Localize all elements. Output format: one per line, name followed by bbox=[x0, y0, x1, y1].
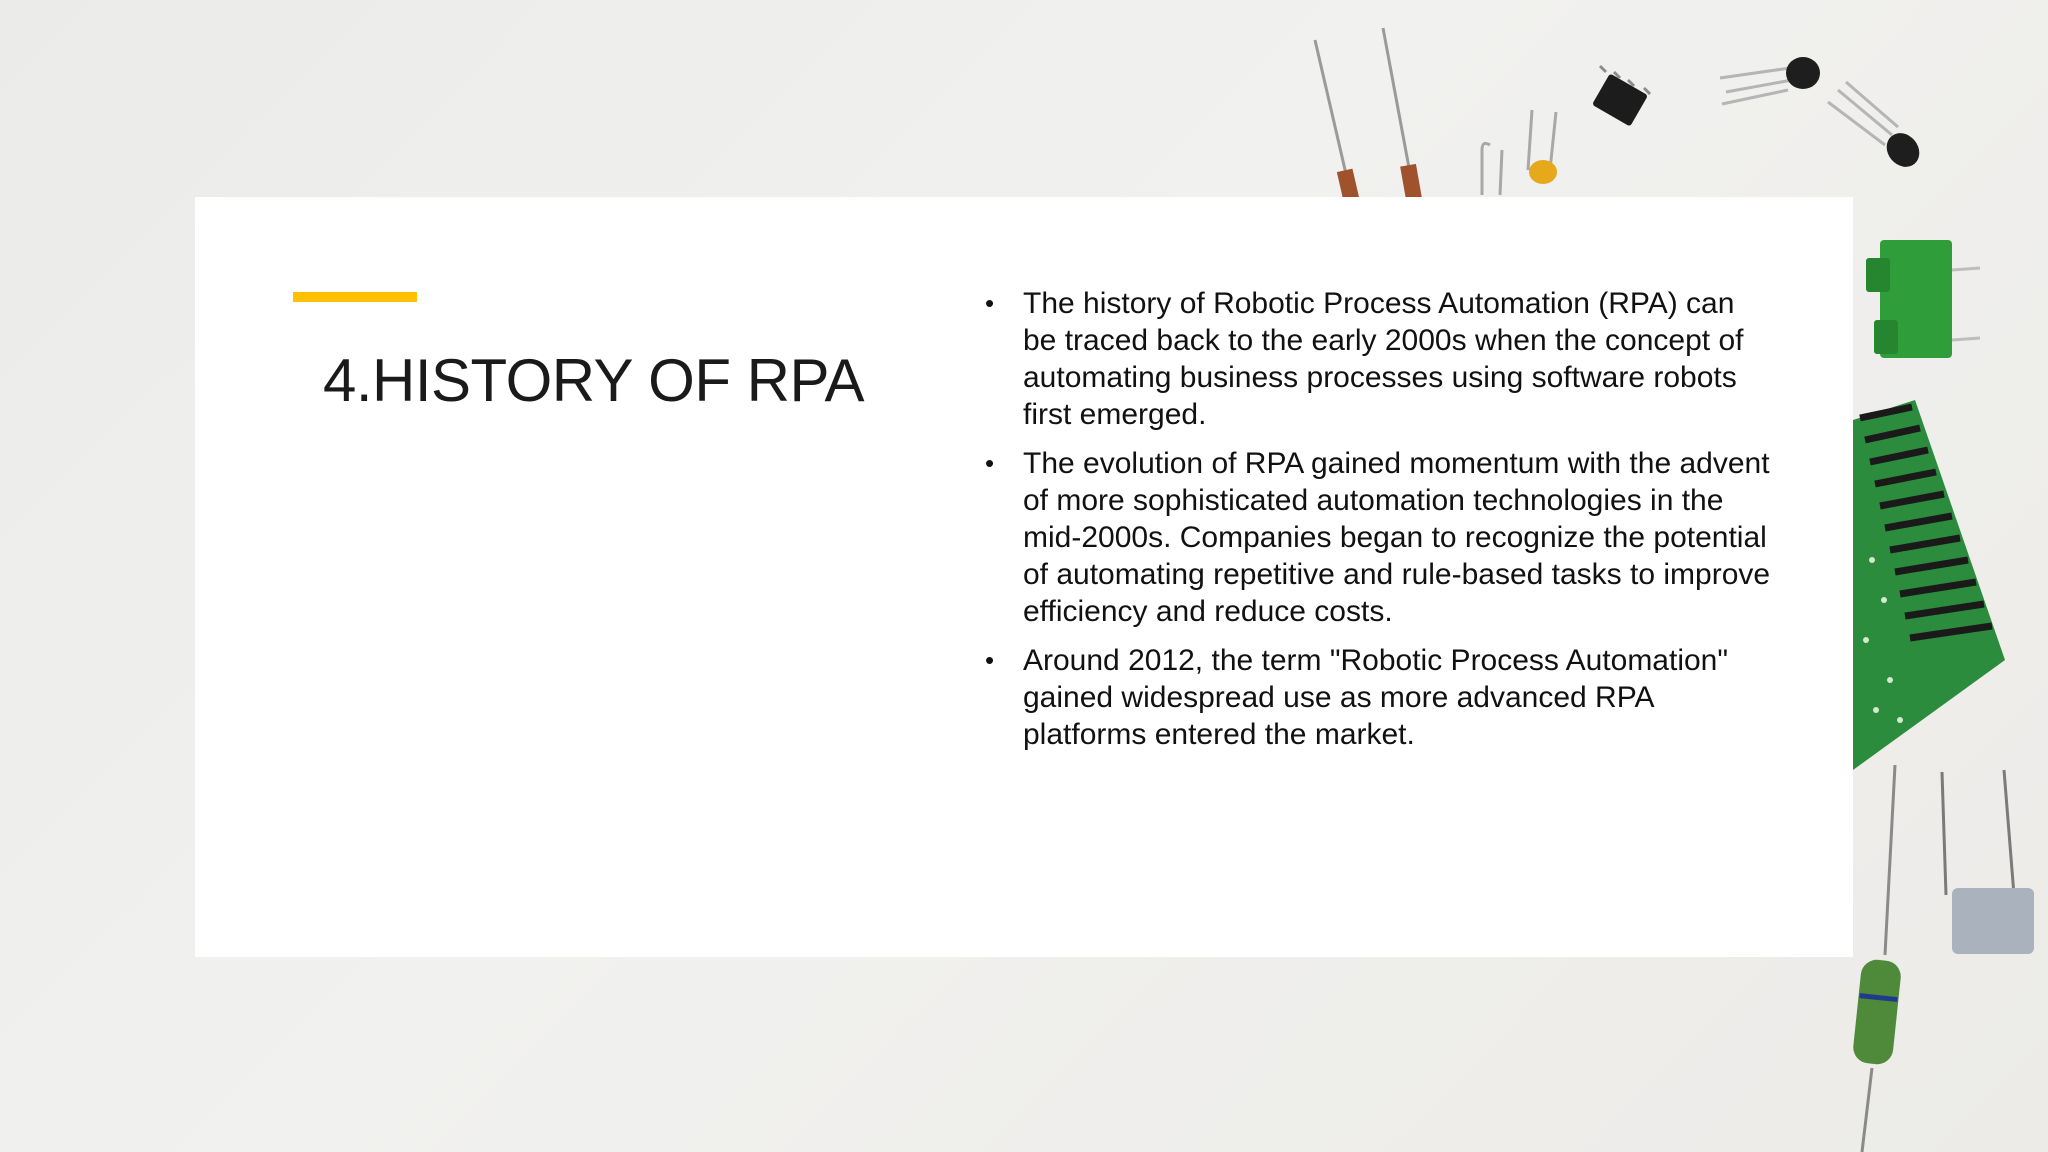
bullet-point-icon: • bbox=[985, 288, 995, 318]
resistor-icon bbox=[1315, 40, 1359, 201]
slide-title: 4.HISTORY OF RPA bbox=[323, 347, 865, 414]
ic-chip-icon bbox=[1592, 66, 1650, 127]
resistor-icon bbox=[1383, 28, 1422, 200]
film-capacitor-icon bbox=[1942, 770, 2034, 954]
axial-resistor-icon bbox=[1852, 765, 1903, 1152]
bullet-item bbox=[985, 445, 1775, 630]
slide-content-card bbox=[195, 197, 1853, 957]
bullet-list bbox=[985, 285, 1775, 765]
bullet-point-icon: • bbox=[985, 448, 995, 478]
bullet-text: Around 2012, the term "Robotic Process Automation" gained widespread use as more advanced RPA platforms entered the market. bbox=[1023, 644, 1729, 751]
bullet-item bbox=[985, 285, 1775, 433]
title-accent-bar bbox=[293, 292, 417, 302]
bullet-text: The history of Robotic Process Automation (RPA) can be traced back to the early 2000s when the concept of automating business processes using software robots first emerged. bbox=[1023, 287, 1744, 431]
transistor-icon bbox=[1720, 57, 1820, 104]
circuit-board-icon bbox=[1853, 400, 2005, 770]
transistor-icon bbox=[1828, 82, 1926, 173]
bullet-item bbox=[985, 642, 1775, 753]
terminal-block-icon bbox=[1866, 240, 1980, 358]
bullet-text: The evolution of RPA gained momentum with the advent of more sophisticated automation technologies in the mid-2000s. Companies began to recognize the potential of automating repetitive and rule-based tasks to improve efficiency and reduce costs. bbox=[1023, 447, 1771, 628]
bullet-point-icon: • bbox=[985, 645, 995, 675]
ceramic-capacitor-icon bbox=[1482, 110, 1557, 195]
